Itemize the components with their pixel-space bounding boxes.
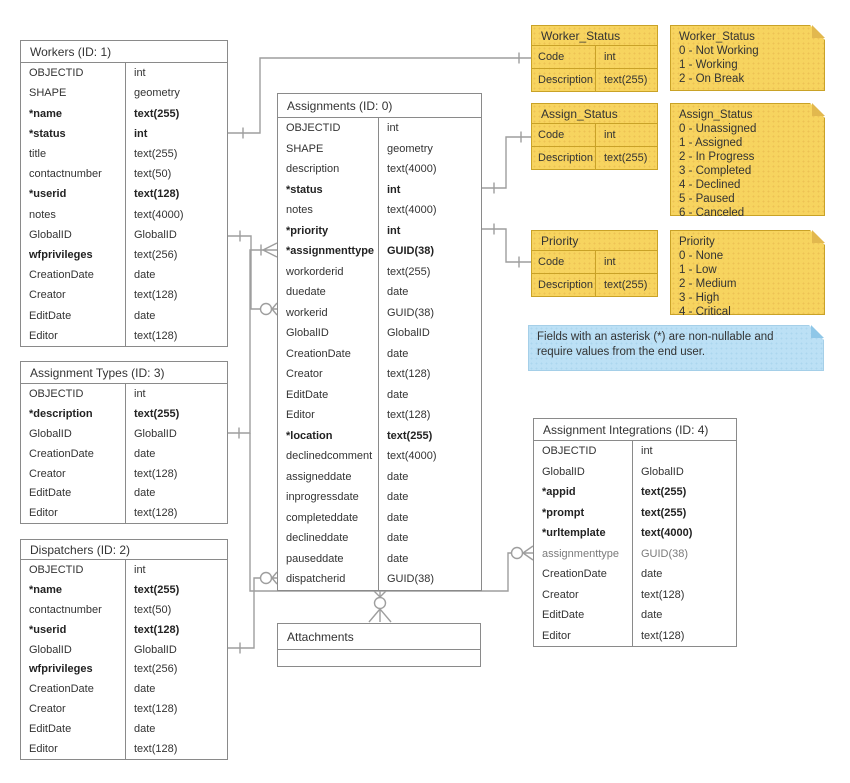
field-type: GUID(38) bbox=[387, 573, 435, 586]
table-assignments bbox=[277, 93, 482, 591]
table-row bbox=[278, 118, 481, 139]
table-row bbox=[278, 241, 481, 262]
field-name: Code bbox=[532, 251, 596, 273]
field-name: contactnumber bbox=[21, 164, 126, 184]
field-type: GUID(38) bbox=[387, 245, 435, 258]
table-row bbox=[21, 580, 227, 600]
field-name: *status bbox=[21, 124, 126, 144]
table-row bbox=[21, 503, 227, 523]
field-name: EditDate bbox=[534, 605, 633, 626]
table-row bbox=[21, 305, 227, 325]
table-row bbox=[21, 164, 227, 184]
table-row bbox=[21, 384, 227, 404]
empty-row bbox=[278, 650, 480, 666]
table-row bbox=[278, 426, 481, 447]
field-type: date bbox=[641, 609, 663, 622]
table-body bbox=[278, 118, 481, 590]
table-body bbox=[532, 251, 657, 296]
table-row bbox=[532, 273, 657, 296]
table-title: Attachments bbox=[278, 624, 480, 650]
field-name: contactnumber bbox=[21, 600, 126, 620]
table-row bbox=[532, 146, 657, 169]
field-name: GlobalID bbox=[21, 640, 126, 660]
table-row bbox=[278, 159, 481, 180]
field-type: text(255) bbox=[387, 429, 433, 442]
field-name: wfprivileges bbox=[21, 659, 126, 679]
table-row bbox=[278, 282, 481, 303]
field-name: GlobalID bbox=[278, 323, 379, 344]
table-priority bbox=[531, 230, 658, 297]
field-type: date bbox=[134, 447, 156, 460]
table-row bbox=[278, 549, 481, 570]
field-type: text(4000) bbox=[387, 450, 437, 463]
field-type: int bbox=[134, 127, 148, 140]
table-row bbox=[534, 585, 736, 606]
table-row bbox=[278, 508, 481, 529]
field-name: *assignmenttype bbox=[278, 241, 379, 262]
table-title: Assignment Integrations (ID: 4) bbox=[534, 419, 736, 441]
table-row bbox=[21, 560, 227, 580]
field-name: Code bbox=[532, 124, 596, 146]
field-type: GUID(38) bbox=[641, 547, 689, 560]
table-body bbox=[532, 124, 657, 169]
field-name: completeddate bbox=[278, 508, 379, 529]
table-row bbox=[21, 464, 227, 484]
field-type: text(256) bbox=[134, 248, 178, 261]
connector-dispatcherid bbox=[228, 578, 260, 648]
table-row bbox=[21, 63, 227, 83]
table-row bbox=[21, 679, 227, 699]
field-type: int bbox=[604, 256, 616, 268]
asterisk-note bbox=[528, 325, 824, 371]
field-name: duedate bbox=[278, 282, 379, 303]
table-title: Priority bbox=[532, 231, 657, 251]
table-row bbox=[21, 424, 227, 444]
connector-assignments-status-domain bbox=[482, 137, 531, 188]
field-name: notes bbox=[21, 204, 126, 224]
field-name: CreationDate bbox=[278, 344, 379, 365]
table-row bbox=[21, 245, 227, 265]
field-type: int bbox=[641, 445, 653, 458]
note-line: Fields with an asterisk (*) are non-nullable and require values from the end user. bbox=[537, 331, 774, 358]
connector-assignmenttype bbox=[228, 250, 263, 433]
field-name: *userid bbox=[21, 184, 126, 204]
field-name: Editor bbox=[534, 626, 633, 647]
table-workers bbox=[20, 40, 228, 347]
field-type: date bbox=[134, 723, 156, 736]
field-type: date bbox=[387, 532, 409, 545]
field-name: OBJECTID bbox=[278, 118, 379, 139]
note-line: Worker_Status bbox=[679, 31, 755, 43]
field-name: Code bbox=[532, 46, 596, 68]
field-type: text(128) bbox=[641, 629, 685, 642]
note-line: 4 - Critical bbox=[679, 306, 731, 318]
table-assignment-types bbox=[20, 361, 228, 524]
field-type: text(50) bbox=[134, 603, 172, 616]
table-row bbox=[21, 444, 227, 464]
note-line: 3 - High bbox=[679, 292, 720, 304]
note-line: 6 - Canceled bbox=[679, 207, 745, 219]
field-name: *name bbox=[21, 103, 126, 123]
field-type: int bbox=[134, 67, 146, 80]
field-name: CreationDate bbox=[21, 265, 126, 285]
table-row bbox=[21, 225, 227, 245]
table-row bbox=[278, 385, 481, 406]
table-row bbox=[21, 124, 227, 144]
table-worker-status bbox=[531, 25, 658, 92]
field-type: text(255) bbox=[134, 583, 180, 596]
field-type: geometry bbox=[134, 87, 180, 100]
note-line: 3 - Completed bbox=[679, 165, 752, 177]
table-body bbox=[278, 650, 480, 666]
field-name: Creator bbox=[278, 364, 379, 385]
table-row bbox=[534, 523, 736, 544]
field-name: declineddate bbox=[278, 528, 379, 549]
field-name: Creator bbox=[21, 285, 126, 305]
crowfoot-integrations bbox=[523, 546, 533, 560]
note-line: 4 - Declined bbox=[679, 179, 741, 191]
field-type: date bbox=[641, 568, 663, 581]
field-name: OBJECTID bbox=[21, 560, 126, 580]
field-type: text(255) bbox=[134, 147, 178, 160]
field-type: text(256) bbox=[134, 663, 178, 676]
field-name: OBJECTID bbox=[21, 384, 126, 404]
field-name: declinedcomment bbox=[278, 446, 379, 467]
table-row bbox=[278, 467, 481, 488]
table-row bbox=[534, 462, 736, 483]
field-type: int bbox=[604, 129, 616, 141]
field-type: GUID(38) bbox=[387, 306, 435, 319]
table-row bbox=[278, 180, 481, 201]
table-row bbox=[278, 364, 481, 385]
table-title: Dispatchers (ID: 2) bbox=[21, 540, 227, 560]
table-row bbox=[278, 139, 481, 160]
field-name: SHAPE bbox=[278, 139, 379, 160]
note-line: 1 - Assigned bbox=[679, 137, 743, 149]
field-name: OBJECTID bbox=[21, 63, 126, 83]
note-line: Assign_Status bbox=[679, 109, 753, 121]
table-row bbox=[278, 344, 481, 365]
field-name: CreationDate bbox=[21, 679, 126, 699]
field-type: GlobalID bbox=[134, 427, 177, 440]
table-row bbox=[534, 564, 736, 585]
table-body bbox=[21, 384, 227, 523]
crowfoot-assignmenttype bbox=[263, 243, 277, 257]
field-type: text(128) bbox=[134, 467, 178, 480]
field-type: text(128) bbox=[387, 409, 431, 422]
field-type: int bbox=[134, 563, 146, 576]
field-type: text(128) bbox=[134, 507, 178, 520]
field-type: date bbox=[134, 269, 156, 282]
field-name: Creator bbox=[534, 585, 633, 606]
field-type: geometry bbox=[387, 142, 433, 155]
zero-circle-integrations bbox=[512, 548, 523, 559]
table-row bbox=[278, 200, 481, 221]
note-line: Priority bbox=[679, 236, 715, 248]
field-type: text(4000) bbox=[387, 204, 437, 217]
note-line: 1 - Low bbox=[679, 264, 717, 276]
assign-status-note bbox=[670, 103, 825, 219]
field-type: int bbox=[387, 183, 401, 196]
table-row bbox=[21, 103, 227, 123]
field-type: int bbox=[134, 387, 146, 400]
table-row bbox=[534, 626, 736, 647]
field-type: date bbox=[387, 286, 409, 299]
field-type: text(128) bbox=[134, 289, 178, 302]
table-row bbox=[21, 483, 227, 503]
table-assign-status bbox=[531, 103, 658, 170]
field-name: *urltemplate bbox=[534, 523, 633, 544]
note-line: 0 - Not Working bbox=[679, 45, 759, 57]
field-name: Description bbox=[532, 69, 596, 91]
field-type: text(255) bbox=[387, 265, 431, 278]
field-type: text(128) bbox=[134, 329, 178, 342]
field-type: GlobalID bbox=[134, 643, 177, 656]
field-type: text(4000) bbox=[641, 527, 693, 540]
field-name: *name bbox=[21, 580, 126, 600]
field-name: assignmenttype bbox=[534, 544, 633, 565]
table-row bbox=[21, 640, 227, 660]
field-name: Editor bbox=[21, 503, 126, 523]
note-line: 0 - None bbox=[679, 250, 724, 262]
table-row bbox=[21, 600, 227, 620]
field-name: wfprivileges bbox=[21, 245, 126, 265]
table-row bbox=[532, 251, 657, 273]
field-type: text(255) bbox=[641, 486, 687, 499]
table-row bbox=[21, 144, 227, 164]
field-name: Description bbox=[532, 274, 596, 296]
field-name: Editor bbox=[21, 326, 126, 346]
field-name: EditDate bbox=[278, 385, 379, 406]
field-type: GlobalID bbox=[387, 327, 430, 340]
field-type: date bbox=[134, 683, 156, 696]
table-body bbox=[534, 441, 736, 646]
field-type: date bbox=[387, 388, 409, 401]
field-name: SHAPE bbox=[21, 83, 126, 103]
field-name: *prompt bbox=[534, 503, 633, 524]
field-name: GlobalID bbox=[21, 225, 126, 245]
table-row bbox=[278, 528, 481, 549]
table-row bbox=[21, 739, 227, 759]
table-body bbox=[21, 63, 227, 346]
table-row bbox=[278, 487, 481, 508]
field-name: EditDate bbox=[21, 719, 126, 739]
field-name: EditDate bbox=[21, 305, 126, 325]
field-name: Creator bbox=[21, 699, 126, 719]
field-name: GlobalID bbox=[534, 462, 633, 483]
table-row bbox=[21, 719, 227, 739]
field-type: date bbox=[387, 491, 409, 504]
field-name: GlobalID bbox=[21, 424, 126, 444]
table-row bbox=[21, 204, 227, 224]
table-integrations bbox=[533, 418, 737, 647]
table-title: Assign_Status bbox=[532, 104, 657, 124]
field-type: text(128) bbox=[134, 623, 180, 636]
table-row bbox=[21, 404, 227, 424]
table-title: Worker_Status bbox=[532, 26, 657, 46]
field-name: *appid bbox=[534, 482, 633, 503]
field-type: text(255) bbox=[134, 107, 180, 120]
field-name: notes bbox=[278, 200, 379, 221]
table-row bbox=[534, 544, 736, 565]
note-line: 2 - Medium bbox=[679, 278, 737, 290]
table-row bbox=[21, 620, 227, 640]
table-row bbox=[21, 326, 227, 346]
table-row bbox=[21, 83, 227, 103]
table-row bbox=[21, 699, 227, 719]
field-type: text(255) bbox=[641, 506, 687, 519]
table-row bbox=[534, 605, 736, 626]
zero-circle-workerid bbox=[261, 304, 272, 315]
note-line: 1 - Working bbox=[679, 59, 738, 71]
field-name: *location bbox=[278, 426, 379, 447]
field-type: date bbox=[134, 309, 156, 322]
field-name: description bbox=[278, 159, 379, 180]
field-name: inprogressdate bbox=[278, 487, 379, 508]
field-name: title bbox=[21, 144, 126, 164]
field-name: EditDate bbox=[21, 483, 126, 503]
table-row bbox=[278, 569, 481, 590]
table-title: Workers (ID: 1) bbox=[21, 41, 227, 63]
note-line: 0 - Unassigned bbox=[679, 123, 757, 135]
field-name: OBJECTID bbox=[534, 441, 633, 462]
field-name: *userid bbox=[21, 620, 126, 640]
field-name: workorderid bbox=[278, 262, 379, 283]
field-type: int bbox=[604, 51, 616, 63]
field-type: text(128) bbox=[134, 742, 178, 755]
table-row bbox=[21, 285, 227, 305]
priority-note bbox=[670, 230, 825, 318]
field-name: *priority bbox=[278, 221, 379, 242]
table-row bbox=[278, 323, 481, 344]
field-name: Editor bbox=[21, 739, 126, 759]
field-name: Creator bbox=[21, 464, 126, 484]
table-row bbox=[278, 446, 481, 467]
field-type: text(255) bbox=[604, 152, 648, 164]
field-name: *status bbox=[278, 180, 379, 201]
table-row bbox=[534, 503, 736, 524]
field-type: text(128) bbox=[134, 188, 180, 201]
field-type: date bbox=[387, 552, 409, 565]
field-name: assigneddate bbox=[278, 467, 379, 488]
connector-workerid bbox=[228, 236, 260, 309]
field-type: date bbox=[134, 487, 156, 500]
table-title: Assignment Types (ID: 3) bbox=[21, 362, 227, 384]
field-type: text(4000) bbox=[134, 208, 184, 221]
table-row bbox=[534, 441, 736, 462]
table-row bbox=[278, 405, 481, 426]
field-type: int bbox=[387, 122, 399, 135]
field-name: *description bbox=[21, 404, 126, 424]
table-body bbox=[532, 46, 657, 91]
field-type: text(255) bbox=[604, 279, 648, 291]
table-row bbox=[21, 184, 227, 204]
field-type: GlobalID bbox=[641, 465, 684, 478]
field-type: GlobalID bbox=[134, 228, 177, 241]
field-name: pauseddate bbox=[278, 549, 379, 570]
worker-status-note bbox=[670, 25, 825, 91]
field-name: dispatcherid bbox=[278, 569, 379, 590]
table-attachments bbox=[277, 623, 481, 667]
field-type: text(255) bbox=[134, 407, 180, 420]
table-body bbox=[21, 560, 227, 759]
field-type: date bbox=[387, 347, 409, 360]
table-row bbox=[21, 659, 227, 679]
zero-circle-dispatcherid bbox=[261, 573, 272, 584]
table-row bbox=[534, 482, 736, 503]
table-title: Assignments (ID: 0) bbox=[278, 94, 481, 118]
field-type: text(50) bbox=[134, 168, 172, 181]
table-row bbox=[278, 303, 481, 324]
field-type: date bbox=[387, 511, 409, 524]
connector-priority-domain bbox=[482, 229, 531, 262]
field-name: workerid bbox=[278, 303, 379, 324]
field-name: Editor bbox=[278, 405, 379, 426]
table-row bbox=[278, 221, 481, 242]
field-type: text(128) bbox=[387, 368, 431, 381]
table-row bbox=[532, 124, 657, 146]
table-row bbox=[21, 265, 227, 285]
table-dispatchers bbox=[20, 539, 228, 760]
table-row bbox=[532, 46, 657, 68]
field-name: Description bbox=[532, 147, 596, 169]
field-type: int bbox=[387, 224, 401, 237]
note-line: 2 - On Break bbox=[679, 73, 745, 85]
field-name: CreationDate bbox=[21, 444, 126, 464]
field-type: text(128) bbox=[134, 703, 178, 716]
field-type: text(4000) bbox=[387, 163, 437, 176]
table-row bbox=[278, 262, 481, 283]
field-type: date bbox=[387, 470, 409, 483]
zero-circle-attachments bbox=[375, 598, 386, 609]
note-line: 5 - Paused bbox=[679, 193, 735, 205]
field-type: text(255) bbox=[604, 74, 648, 86]
field-name: CreationDate bbox=[534, 564, 633, 585]
note-line: 2 - In Progress bbox=[679, 151, 755, 163]
field-type: text(128) bbox=[641, 588, 685, 601]
table-row bbox=[532, 68, 657, 91]
